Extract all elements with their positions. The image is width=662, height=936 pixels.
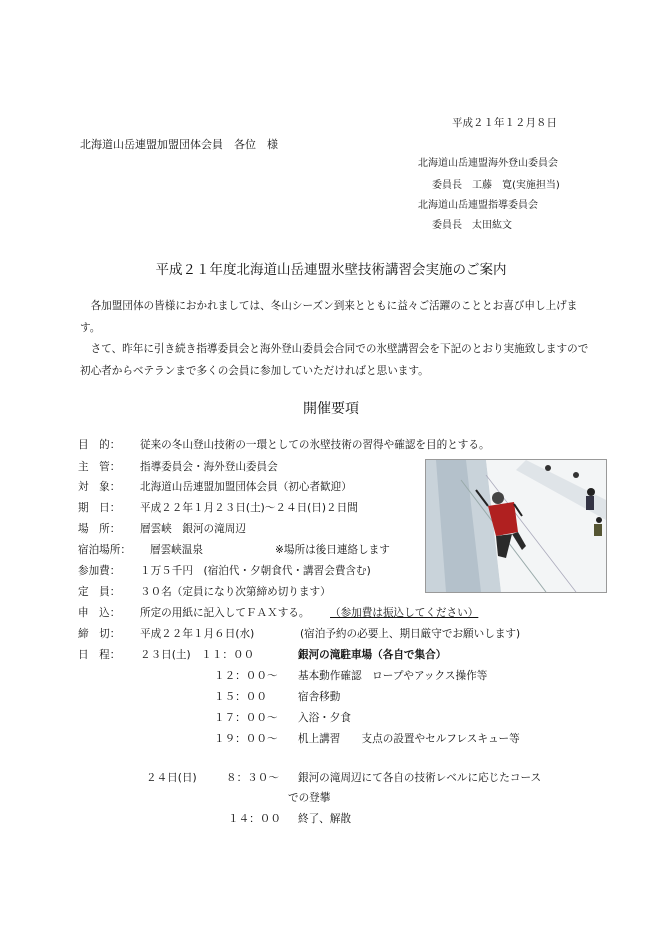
- schedule-desc: 基本動作確認 ロープやアックス操作等: [298, 670, 488, 682]
- item-value: １万５千円 (宿泊代・夕朝食代・講習会費含む): [140, 565, 371, 577]
- section-heading: 開催要項: [303, 401, 359, 417]
- item-value: ２３日(土) １１：００: [140, 649, 255, 661]
- schedule-time: １５：００: [214, 691, 267, 703]
- item-note: (宿泊予約の必要上、期日厳守でお願いします): [300, 628, 521, 640]
- item-label: 宿泊場所：: [78, 544, 131, 556]
- schedule-time: ８：３０～: [226, 772, 279, 784]
- item-label: 締 切：: [78, 628, 121, 640]
- item-label: 申 込：: [78, 607, 121, 619]
- schedule-time: １４：００: [228, 813, 281, 825]
- item-value: 従来の冬山登山技術の一環としての氷壁技術の習得や確認を目的とする。: [140, 439, 490, 451]
- schedule-desc: での登攀: [288, 792, 331, 804]
- item-label: 目 的：: [78, 439, 121, 451]
- item-value: 北海道山岳連盟加盟団体会員（初心者歓迎）: [140, 481, 352, 493]
- item-label: 参加費：: [78, 565, 121, 577]
- item-note: （参加費は振込してください）: [330, 607, 479, 619]
- item-label: 定 員：: [78, 586, 121, 598]
- item-value: 平成２２年１月６日(水): [140, 628, 255, 640]
- schedule-time: １７：００～: [214, 712, 278, 724]
- item-value: 層雲峡 銀河の滝周辺: [140, 523, 246, 535]
- item-value: 所定の用紙に記入してＦＡＸする。: [140, 607, 310, 619]
- ice-climbing-illustration: [426, 460, 606, 592]
- item-label: 日 程：: [78, 649, 121, 661]
- addressee: 北海道山岳連盟加盟団体会員 各位 様: [80, 138, 278, 151]
- schedule-day: ２４日(日): [146, 772, 197, 784]
- intro-paragraph: 各加盟団体の皆様におかれましては、冬山シーズン到来とともに益々ご活躍のこととお喜び申し上げます。: [80, 300, 578, 334]
- item-label: 対 象：: [78, 481, 121, 493]
- sender-line: 北海道山岳連盟指導委員会: [418, 200, 538, 211]
- ice-climbing-photo: [425, 459, 607, 593]
- item-note: 銀河の滝駐車場（各自で集合）: [298, 649, 447, 661]
- sender-line: 委員長 工藤 寛(実施担当): [432, 180, 560, 191]
- item-note: ※場所は後日連絡します: [275, 544, 390, 556]
- schedule-desc: 宿舎移動: [298, 691, 341, 703]
- item-value: ３０名（定員になり次第締め切ります）: [140, 586, 331, 598]
- item-value: 平成２２年１月２３日(土)～２４日(日)２日間: [140, 502, 358, 514]
- schedule-desc: 終了、解散: [298, 813, 351, 825]
- sender-line: 委員長 太田紘文: [432, 220, 512, 231]
- document-date: 平成２１年１２月８日: [452, 117, 557, 129]
- schedule-time: １９：００～: [214, 733, 278, 745]
- schedule-desc: 入浴・夕食: [298, 712, 351, 724]
- schedule-time: １２：００～: [214, 670, 278, 682]
- intro-paragraph: さて、昨年に引き続き指導委員会と海外登山委員会合同での氷壁講習会を下記のとおり実施致しますので初心者からベテランまで多くの会員に参加していただければと思います。: [80, 343, 589, 377]
- item-value: 層雲峡温泉: [150, 544, 203, 556]
- item-label: 期 日：: [78, 502, 121, 514]
- item-value: 指導委員会・海外登山委員会: [140, 461, 278, 473]
- sender-line: 北海道山岳連盟海外登山委員会: [418, 158, 558, 169]
- schedule-desc: 銀河の滝周辺にて各自の技術レベルに応じたコース: [298, 772, 542, 784]
- item-label: 場 所：: [78, 523, 121, 535]
- item-label: 主 管：: [78, 461, 121, 473]
- schedule-desc: 机上講習 支点の設置やセルフレスキュー等: [298, 733, 520, 745]
- intro-text: [80, 296, 590, 382]
- document-title: 平成２１年度北海道山岳連盟氷壁技術講習会実施のご案内: [155, 262, 507, 278]
